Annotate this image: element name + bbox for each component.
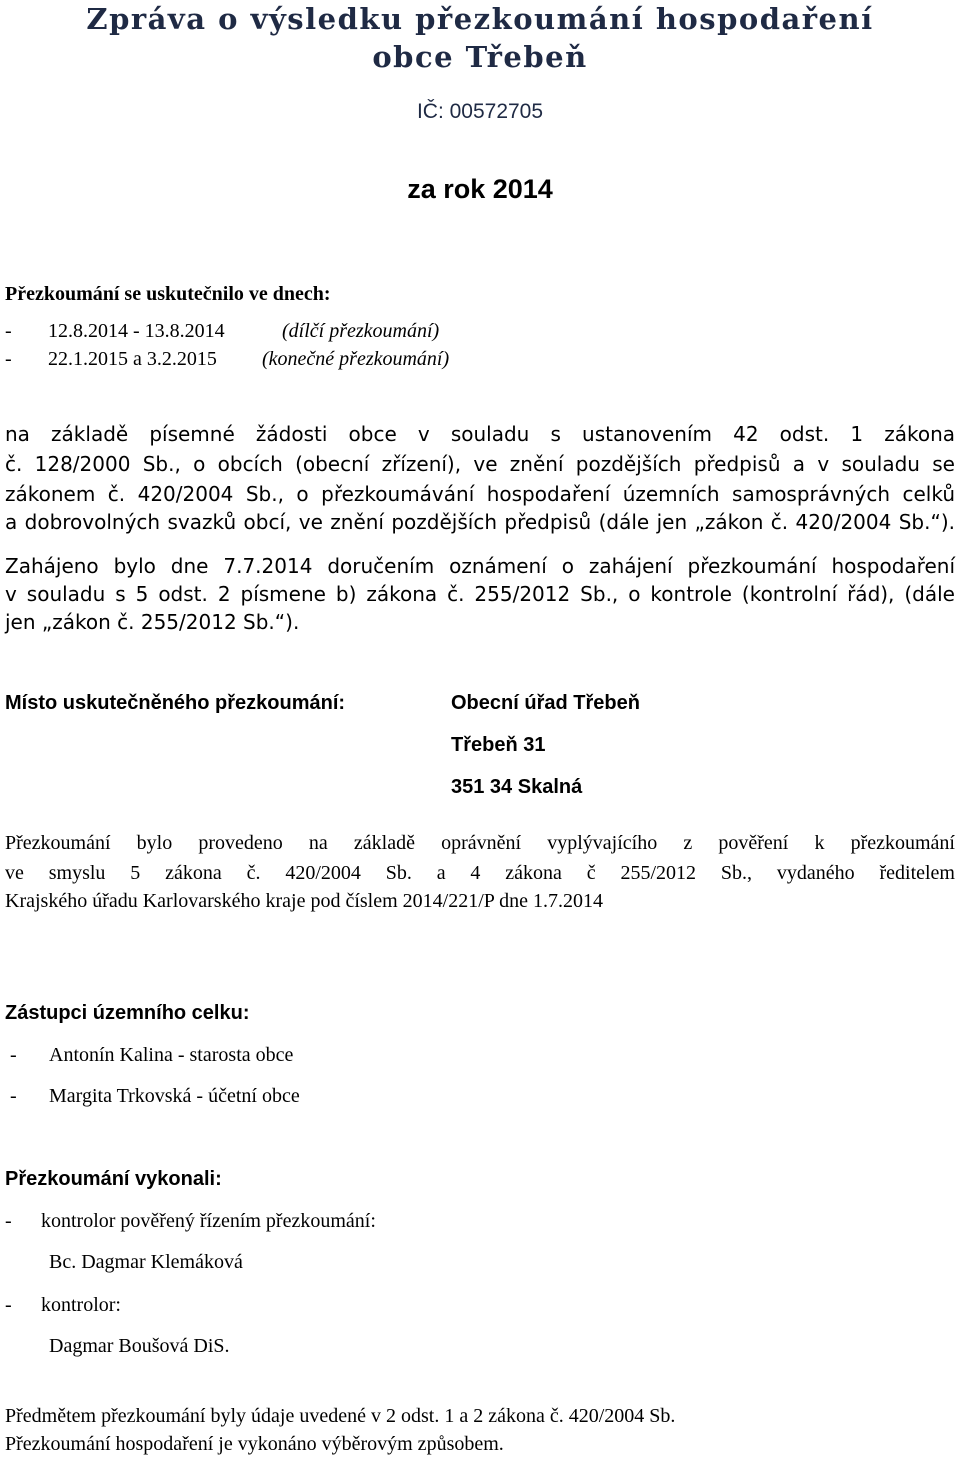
ic-number: IČ: 00572705	[416, 100, 544, 123]
legal-line-6: v souladu s 5 odst. 2 písmene b) zákona č. 255/2012 Sb., o kontrole (kontrolní řád), (dále	[5, 582, 955, 606]
auditor-lead-name: Bc. Dagmar Klemáková	[49, 1251, 243, 1273]
representative-2: Margita Trkovská - účetní obce	[49, 1085, 300, 1107]
place-street: Třebeň 31	[451, 734, 546, 756]
auditors-heading: Přezkoumání vykonali:	[5, 1168, 222, 1190]
representative-2-dash: -	[10, 1085, 17, 1107]
authority-line-1: Přezkoumání bylo provedeno na základě oprávnění vyplývajícího z pověření k přezkoumání	[5, 832, 955, 854]
date-item-1-note: (dílčí přezkoumání)	[282, 320, 440, 342]
footer-line-2: Přezkoumání hospodaření je vykonáno výběrovým způsobem.	[5, 1433, 504, 1455]
place-label: Místo uskutečněného přezkoumání:	[5, 692, 346, 714]
legal-line-1: na základě písemné žádosti obce v souladu s ustanovením 42 odst. 1 zákona	[5, 422, 955, 446]
legal-line-2: č. 128/2000 Sb., o obcích (obecní zřízení), ve znění pozdějších předpisů a v souladu se	[5, 452, 955, 476]
auditor-lead-dash: -	[5, 1210, 12, 1232]
place-city: 351 34 Skalná	[451, 776, 583, 798]
representatives-heading: Zástupci územního celku:	[5, 1002, 250, 1024]
date-item-1-dash: -	[5, 320, 12, 342]
authority-line-3: Krajského úřadu Karlovarského kraje pod číslem 2014/221/P dne 1.7.2014	[5, 890, 604, 912]
date-item-1-date: 12.8.2014 - 13.8.2014	[48, 320, 225, 342]
auditor-second-role: kontrolor:	[41, 1294, 121, 1316]
document-title-line-2: obce Třebeň	[372, 40, 588, 74]
auditor-second-dash: -	[5, 1294, 12, 1316]
auditor-second-name: Dagmar Boušová DiS.	[49, 1335, 230, 1357]
report-year: za rok 2014	[407, 174, 553, 204]
legal-line-5: Zahájeno bylo dne 7.7.2014 doručením oznámení o zahájení přezkoumání hospodaření	[5, 554, 955, 578]
date-item-2-date: 22.1.2015 a 3.2.2015	[48, 348, 217, 370]
representative-1-dash: -	[10, 1044, 17, 1066]
dates-heading: Přezkoumání se uskutečnilo ve dnech:	[5, 283, 331, 305]
legal-line-4: a dobrovolných svazků obcí, ve znění pozdějších předpisů (dále jen „zákon č. 420/2004 Sb.“).	[5, 510, 955, 534]
auditor-lead-role: kontrolor pověřený řízením přezkoumání:	[41, 1210, 376, 1232]
legal-line-3: zákonem č. 420/2004 Sb., o přezkoumávání hospodaření územních samosprávných celků	[5, 482, 955, 506]
footer-line-1: Předmětem přezkoumání byly údaje uvedené v 2 odst. 1 a 2 zákona č. 420/2004 Sb.	[5, 1405, 676, 1427]
legal-line-7: jen „zákon č. 255/2012 Sb.“).	[5, 610, 300, 634]
date-item-2-dash: -	[5, 348, 12, 370]
authority-line-2: ve smyslu 5 zákona č. 420/2004 Sb. a 4 zákona č 255/2012 Sb., vydaného ředitelem	[5, 862, 955, 884]
representative-1: Antonín Kalina - starosta obce	[49, 1044, 294, 1066]
date-item-2-note: (konečné přezkoumání)	[262, 348, 450, 370]
place-office: Obecní úřad Třebeň	[451, 692, 640, 714]
document-title-line-1: Zpráva o výsledku přezkoumání hospodaření	[86, 2, 874, 36]
